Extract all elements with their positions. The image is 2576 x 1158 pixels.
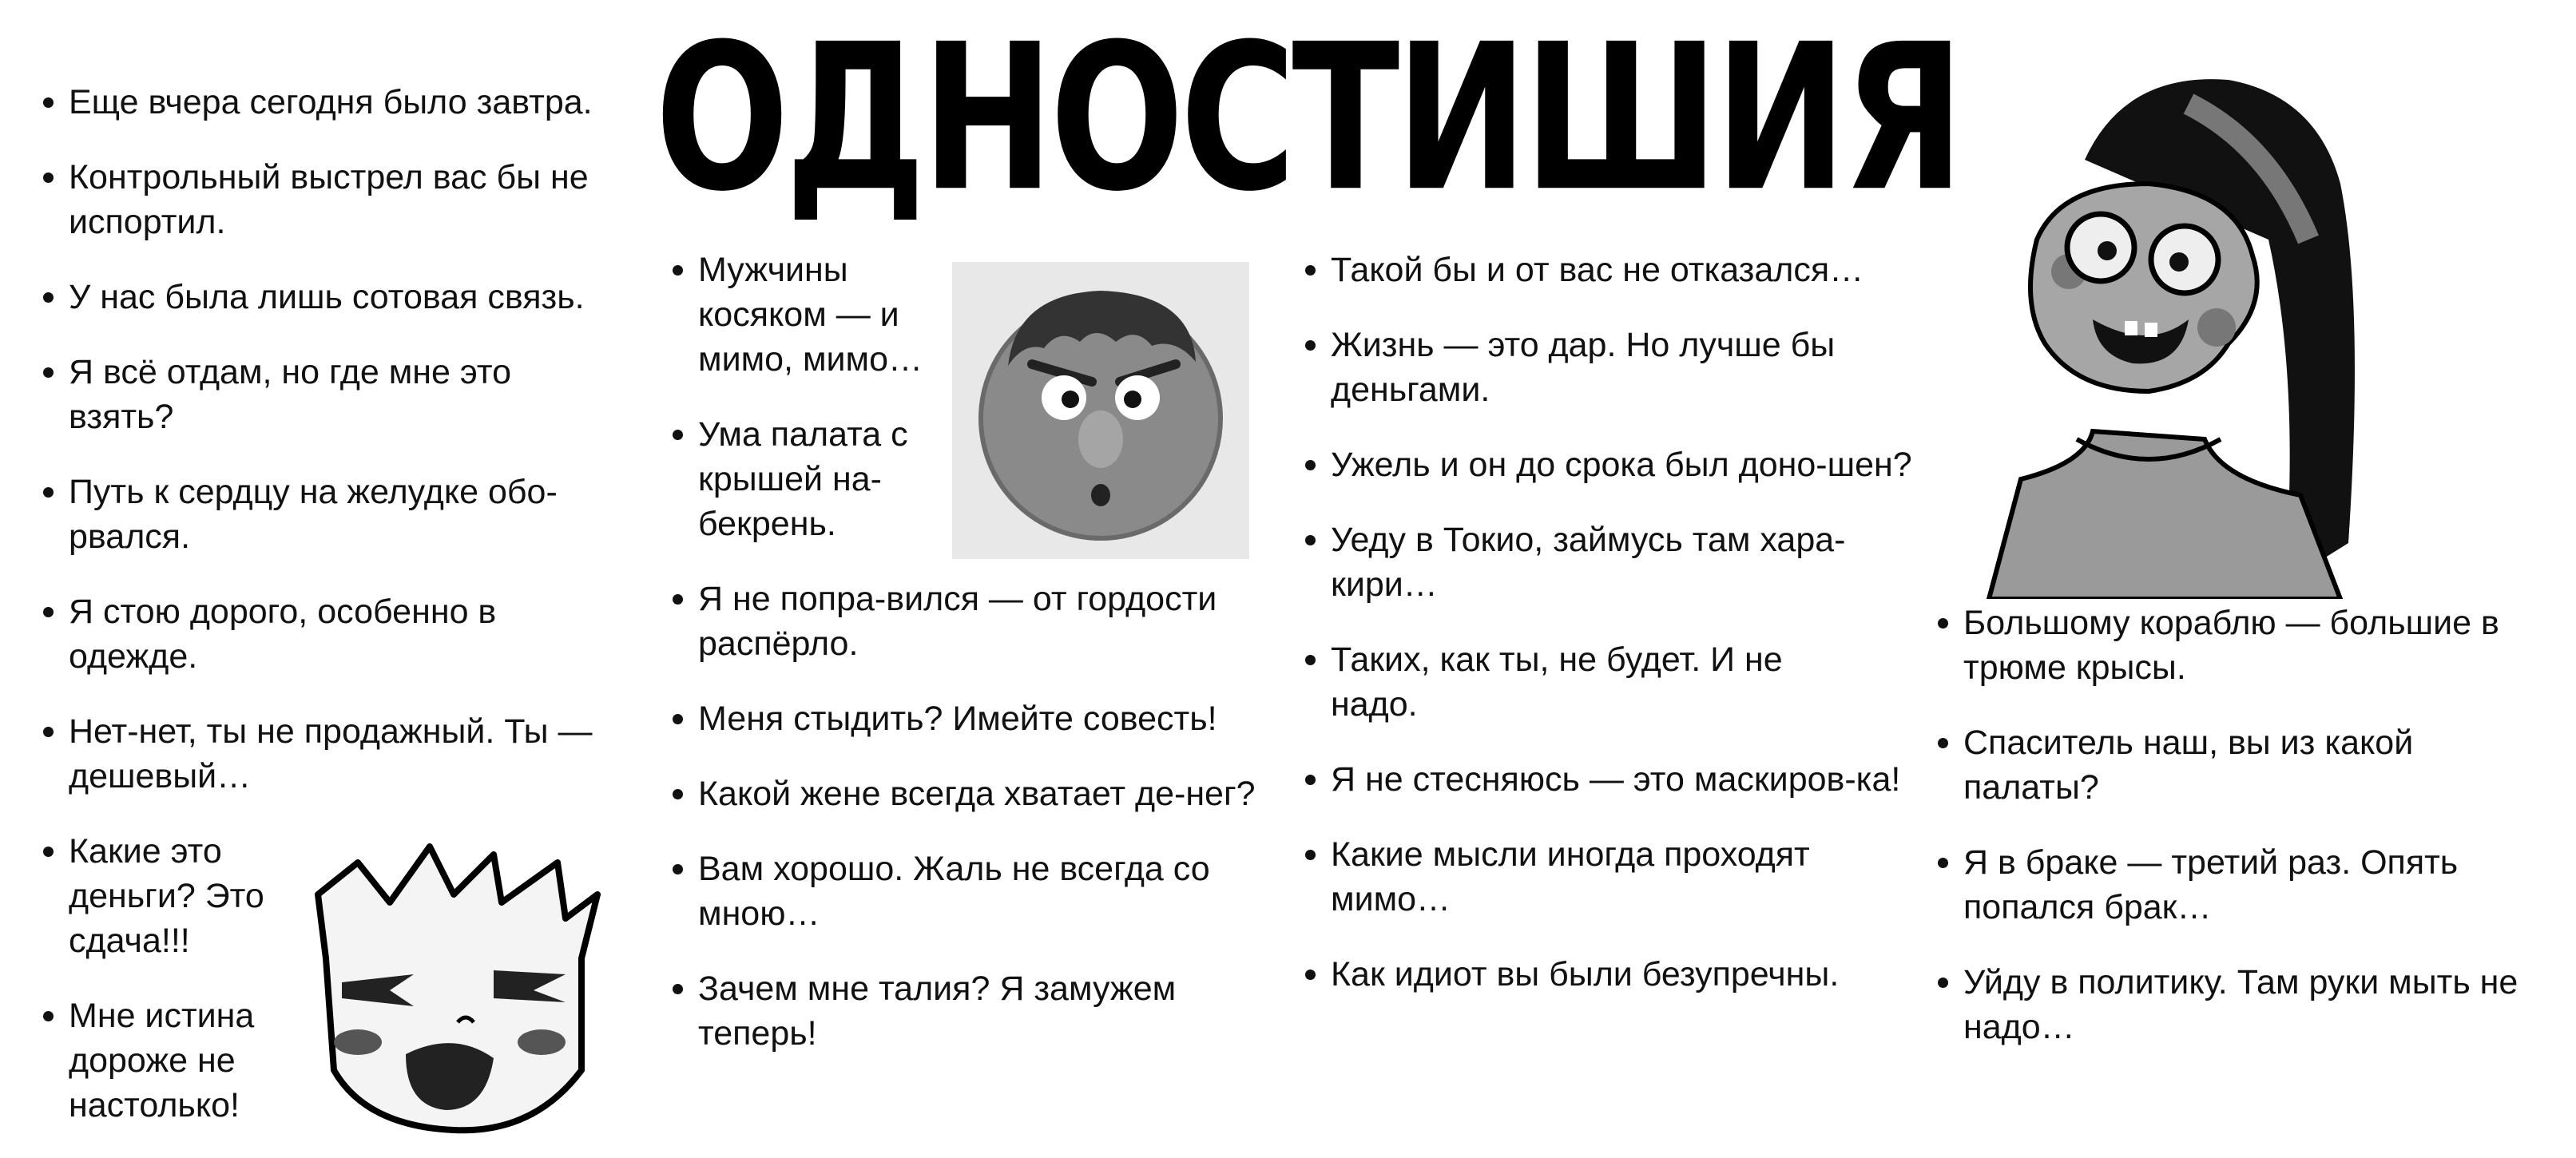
list-item: Таких, как ты, не будет. И не надо. [1302, 637, 1850, 727]
list-item: Я стою дорого, особенно в одежде. [40, 589, 596, 679]
list-item: Меня стыдить? Имейте совесть! [669, 696, 1305, 741]
quote-list [1302, 248, 1954, 997]
list-item: Какие мысли иногда проходят мимо… [1302, 832, 1890, 922]
list-item: Мне истина дороже не настолько! [40, 993, 308, 1128]
column-3 [1302, 248, 1954, 1027]
column-4 [1935, 601, 2554, 1080]
list-item: Зачем мне талия? Я замужем теперь! [669, 966, 1273, 1056]
anime-face-drawing [294, 831, 645, 1134]
list-item: Ума палата с крышей на-бекрень. [669, 412, 938, 546]
list-item: Мужчины косяком — и мимо, мимо… [669, 248, 962, 382]
list-item: Какой жене всегда хватает де-нег? [669, 771, 1257, 816]
list-item: Уйду в политику. Там руки мыть не надо… [1935, 960, 2554, 1049]
list-item: Спаситель наш, вы из какой палаты? [1935, 720, 2507, 810]
list-item: Такой бы и от вас не отказался… [1302, 248, 1938, 292]
cartoon-girl-drawing [1965, 64, 2380, 599]
list-item: Уеду в Токио, займусь там хара-кири… [1302, 518, 1922, 607]
list-item: Контрольный выстрел вас бы не испортил. [40, 155, 676, 244]
list-item: Вам хорошо. Жаль не всегда со мною… [669, 847, 1273, 936]
list-item: Жизнь — это дар. Но лучше бы деньгами. [1302, 323, 1890, 412]
list-item: Я не попра-вился — от гордости распёрло. [669, 577, 1305, 666]
list-item: Путь к сердцу на желудке обо-рвался. [40, 470, 644, 559]
list-item: Я не стесняюсь — это маскиров-ка! [1302, 757, 1922, 802]
list-item: Еще вчера сегодня было завтра. [40, 80, 676, 125]
list-item: Как идиот вы были безупречны. [1302, 952, 1954, 997]
quote-list [1935, 601, 2554, 1049]
list-item: Я в браке — третий раз. Опять попался брак… [1935, 840, 2538, 930]
list-item: Какие это деньги? Это сдача!!! [40, 829, 308, 963]
list-item: Большому кораблю — большие в трюме крысы. [1935, 601, 2554, 690]
list-item: У нас была лишь сотовая связь. [40, 275, 676, 319]
page-title: ОДНОСТИШИЯ [655, 2, 1961, 236]
list-item: Нет-нет, ты не продажный. Ты — дешевый… [40, 709, 628, 799]
plasticine-face-image [952, 262, 1249, 559]
list-item: Я всё отдам, но где мне это взять? [40, 350, 548, 439]
list-item: Ужель и он до срока был доно-шен? [1302, 442, 1922, 487]
